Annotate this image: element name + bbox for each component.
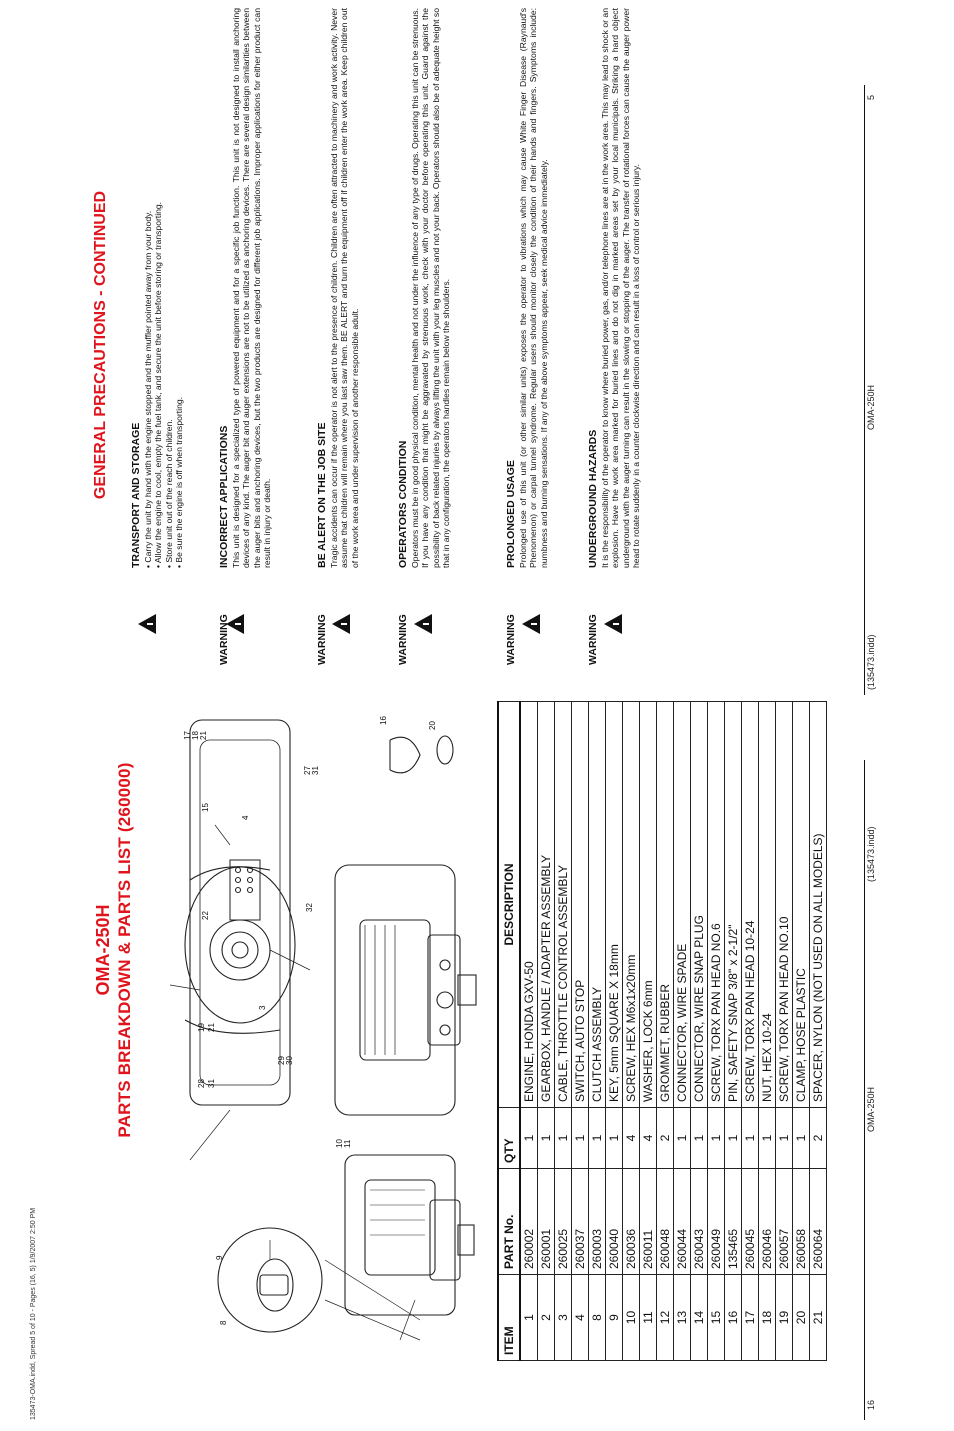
cell-qty: 1	[572, 1108, 589, 1169]
section-heading: TRANSPORT AND STORAGE	[130, 422, 142, 568]
svg-text:3: 3	[258, 1005, 267, 1010]
cell-qty: 1	[674, 1108, 691, 1169]
svg-text:32: 32	[305, 903, 314, 912]
cell-description: CONNECTOR, WIRE SPADE	[674, 702, 691, 1108]
column-header-item: ITEM	[498, 1275, 520, 1361]
cell-qty: 1	[725, 1108, 742, 1169]
cell-description: CABLE, THROTTLE CONTROL ASSEMBLY	[555, 702, 572, 1108]
caution-icon	[136, 612, 158, 636]
cell-qty: 1	[555, 1108, 572, 1169]
list-item: • Allow the engine to cool, empty the fuel tank, and secure the unit before storing or transporting.	[153, 8, 163, 568]
cell-part-no: 260044	[674, 1169, 691, 1275]
cell-part-no: 260036	[623, 1169, 640, 1275]
cell-item: 1	[520, 1275, 538, 1361]
svg-text:9: 9	[215, 1255, 224, 1260]
svg-text:28: 28	[197, 1079, 206, 1088]
section-heading: INCORRECT APPLICATIONS	[218, 425, 230, 568]
cell-item: 9	[606, 1275, 623, 1361]
section-underground-hazards	[587, 8, 642, 568]
cell-item: 11	[640, 1275, 657, 1361]
parts-list-table	[497, 701, 857, 1361]
warning-label: WARNING	[397, 614, 409, 665]
cell-description: SCREW, TORX PAN HEAD 10-24	[742, 702, 759, 1108]
parts-breakdown-diagram	[160, 700, 480, 1360]
right-page-footer	[866, 90, 886, 700]
svg-text:31: 31	[311, 766, 320, 775]
cell-qty: 1	[776, 1108, 793, 1169]
cell-part-no: 135465	[725, 1169, 742, 1275]
svg-text:21: 21	[207, 1023, 216, 1032]
table-row	[589, 702, 606, 1361]
svg-text:16: 16	[379, 716, 388, 725]
cell-qty: 1	[708, 1108, 725, 1169]
cell-item: 12	[657, 1275, 674, 1361]
cell-part-no: 260057	[776, 1169, 793, 1275]
svg-text:15: 15	[201, 803, 210, 812]
table-row	[606, 702, 623, 1361]
cell-part-no: 260040	[606, 1169, 623, 1275]
column-header-description: DESCRIPTION	[498, 702, 520, 1108]
cell-item: 16	[725, 1275, 742, 1361]
left-page-footer	[866, 762, 886, 1422]
cell-qty: 1	[691, 1108, 708, 1169]
cell-part-no: 260011	[640, 1169, 657, 1275]
cell-description: SCREW, TORX PAN HEAD NO.6	[708, 702, 725, 1108]
table-row	[793, 702, 810, 1361]
svg-text:4: 4	[241, 815, 250, 820]
cell-qty: 1	[538, 1108, 555, 1169]
column-header-part-no: PART No.	[498, 1169, 520, 1275]
cell-item: 3	[555, 1275, 572, 1361]
cell-qty: 1	[742, 1108, 759, 1169]
warning-label: WARNING	[505, 614, 517, 665]
section-heading: PROLONGED USAGE	[505, 460, 517, 568]
svg-text:17: 17	[183, 731, 192, 740]
list-item: • Be sure the engine is off when transporting.	[174, 8, 184, 568]
svg-text:18: 18	[191, 731, 200, 740]
cell-part-no: 260058	[793, 1169, 810, 1275]
cell-qty: 4	[640, 1108, 657, 1169]
left-footer-model: OMA-250H	[866, 1086, 876, 1132]
svg-text:8: 8	[219, 1320, 228, 1325]
table-row	[520, 702, 538, 1361]
cell-description: CLAMP, HOSE PLASTIC	[793, 702, 810, 1108]
column-header-qty: QTY	[498, 1108, 520, 1169]
cell-description: SPACER, NYLON (NOT USED ON ALL MODELS)	[810, 702, 827, 1108]
svg-text:30: 30	[285, 1056, 294, 1065]
cell-part-no: 260045	[742, 1169, 759, 1275]
svg-text:19: 19	[197, 1023, 206, 1032]
cell-qty: 1	[520, 1108, 538, 1169]
cell-item: 4	[572, 1275, 589, 1361]
table-row	[725, 702, 742, 1361]
output-shaft	[458, 975, 476, 1005]
table-row	[810, 702, 827, 1361]
table-row	[555, 702, 572, 1361]
cell-qty: 1	[606, 1108, 623, 1169]
left-footer-file: (135473.indd)	[866, 826, 876, 882]
right-page-number: 5	[866, 94, 876, 100]
list-item: • Store unit out of the reach of children.	[164, 8, 174, 568]
control-box	[230, 860, 260, 920]
cell-qty: 2	[810, 1108, 827, 1169]
cell-item: 14	[691, 1275, 708, 1361]
left-footer-rule	[864, 760, 865, 1420]
section-text: Prolonged use of this unit (or other similar units) exposes the operator to vibrations which may cause White Finger Disease (Raynaud's Phenomenon) or carpal tunnel syndrome. Regular users should monitor closely the condition of their hands and fingers. Symptoms include: numbness and burning sensations. If any of the above symptoms appear, seek medical advice immediately.	[518, 8, 549, 568]
svg-text:31: 31	[207, 1079, 216, 1088]
table-header-row	[498, 702, 520, 1361]
svg-text:22: 22	[201, 911, 210, 920]
cell-description: NUT, HEX 10-24	[759, 702, 776, 1108]
cell-item: 13	[674, 1275, 691, 1361]
cell-qty: 1	[759, 1108, 776, 1169]
cell-item: 15	[708, 1275, 725, 1361]
table-row	[776, 702, 793, 1361]
cell-item: 2	[538, 1275, 555, 1361]
right-footer-model: OMA-250H	[866, 384, 876, 430]
warning-label: WARNING	[316, 614, 328, 665]
left-page-number: 16	[866, 1399, 876, 1410]
cell-description: SWITCH, AUTO STOP	[572, 702, 589, 1108]
section-heading: BE ALERT ON THE JOB SITE	[316, 422, 328, 568]
list-item: • Carry the unit by hand with the engine stopped and the muffler pointed away from your body.	[143, 8, 153, 568]
cell-part-no: 260025	[555, 1169, 572, 1275]
parts-list-title: PARTS BREAKDOWN & PARTS LIST (260000)	[115, 762, 134, 1138]
table-row	[640, 702, 657, 1361]
svg-text:20: 20	[428, 721, 437, 730]
cell-qty: 1	[589, 1108, 606, 1169]
table-row	[623, 702, 640, 1361]
section-text: It is the responsibility of the operator to know where buried power, gas, and/or telephone lines are at in the work area. This may lead to shock or an explosion. Have the work area marked for buried lines and do not dig in marked areas set by your local municipals. Striking a hard object underground with the auger turning can result in the slowing or stopping of the auger. The transfer of rotational forces can cause the auger power head to rotate suddenly in a counter clockwise direction and can result in a loss of control or serious injury.	[600, 8, 642, 568]
table-row	[572, 702, 589, 1361]
svg-text:21: 21	[199, 731, 208, 740]
cell-description: CONNECTOR, WIRE SNAP PLUG	[691, 702, 708, 1108]
cell-part-no: 260037	[572, 1169, 589, 1275]
section-operators-condition	[397, 8, 452, 568]
cell-item: 20	[793, 1275, 810, 1361]
table-row	[708, 702, 725, 1361]
cell-part-no: 260064	[810, 1169, 827, 1275]
cell-description: KEY, 5mm SQUARE X 18mm	[606, 702, 623, 1108]
cell-qty: 4	[623, 1108, 640, 1169]
table-row	[691, 702, 708, 1361]
svg-text:11: 11	[343, 1139, 352, 1148]
warning-label: WARNING	[218, 614, 230, 665]
cell-part-no: 260048	[657, 1169, 674, 1275]
right-footer-file: (135473.indd)	[866, 634, 876, 690]
section-transport-storage	[130, 8, 185, 568]
svg-text:10: 10	[335, 1139, 344, 1148]
table-row	[742, 702, 759, 1361]
section-text: Tragic accidents can occur if the operator is not alert to the presence of children. Children are often attracted to machinery and work activity. Never assume that children will remain where you last saw them. BE ALERT and turn the equipment off if children enter the work area. Keep children out of the work area and under supervision of another responsible adult.	[329, 8, 360, 568]
right-footer-rule	[864, 85, 865, 695]
cell-description: ENGINE, HONDA GXV-50	[520, 702, 538, 1108]
cell-description: SCREW, HEX M6x1x20mm	[623, 702, 640, 1108]
section-heading: UNDERGROUND HAZARDS	[587, 429, 599, 568]
cell-item: 10	[623, 1275, 640, 1361]
safety-pin	[390, 737, 420, 773]
svg-text:27: 27	[303, 766, 312, 775]
cell-part-no: 260046	[759, 1169, 776, 1275]
print-slug: 135473-OMA.indd, Spread 5 of 10 - Pages (16, 5) 1/9/2007 2:50 PM	[30, 1207, 37, 1420]
table-row	[674, 702, 691, 1361]
warning-label: WARNING	[587, 614, 599, 665]
cell-description: GEARBOX, HANDLE / ADAPTER ASSEMBLY	[538, 702, 555, 1108]
table-row	[657, 702, 674, 1361]
table-row	[759, 702, 776, 1361]
cell-description: SCREW, TORX PAN HEAD NO.10	[776, 702, 793, 1108]
table-row	[538, 702, 555, 1361]
cell-qty: 1	[793, 1108, 810, 1169]
cell-part-no: 260049	[708, 1169, 725, 1275]
cell-item: 18	[759, 1275, 776, 1361]
cell-description: WASHER, LOCK 6mm	[640, 702, 657, 1108]
section-text: This unit is designed for a specialized type of powered equipment and for a specific job function. This unit is not designed to install anchoring devices of any kind. The auger bit and auger extensions are not to be utilized as anchoring devices. There are several design similarities between the auger bits and anchoring devices, but the two products are designed for different job applications. Improper applications for either product can result in injury or death.	[231, 8, 273, 568]
cell-item: 21	[810, 1275, 827, 1361]
section-prolonged-usage	[505, 8, 549, 568]
cell-item: 19	[776, 1275, 793, 1361]
cell-item: 17	[742, 1275, 759, 1361]
cell-part-no: 260043	[691, 1169, 708, 1275]
svg-text:29: 29	[277, 1056, 286, 1065]
cell-item: 8	[589, 1275, 606, 1361]
cell-part-no: 260003	[589, 1169, 606, 1275]
precautions-title: GENERAL PRECAUTIONS - CONTINUED	[92, 190, 109, 500]
cell-description: GROMMET, RUBBER	[657, 702, 674, 1108]
section-text: Operators must be in good physical condition, mental health and not under the influence of any type of drugs. Operating this unit can be strenuous. If you have any condition that might be aggravated by strenuous work, check with your doctor before operating this unit. Guard against the possibility of back related injuries by always lifting the unit with your leg muscles and not your back. Operators should also be of adequate height so that in any configuration, the operators handles remain below the shoulders.	[410, 8, 452, 568]
section-incorrect-applications	[218, 8, 273, 568]
hose-clamp	[437, 736, 453, 764]
cell-qty: 2	[657, 1108, 674, 1169]
section-be-alert	[316, 8, 360, 568]
section-heading: OPERATORS CONDITION	[397, 440, 409, 568]
model-title: OMA-250H	[93, 904, 113, 996]
cell-description: PIN, SAFETY SNAP 3/8" x 2-1/2"	[725, 702, 742, 1108]
cell-part-no: 260002	[520, 1169, 538, 1275]
cell-part-no: 260001	[538, 1169, 555, 1275]
cell-description: CLUTCH ASSEMBLY	[589, 702, 606, 1108]
